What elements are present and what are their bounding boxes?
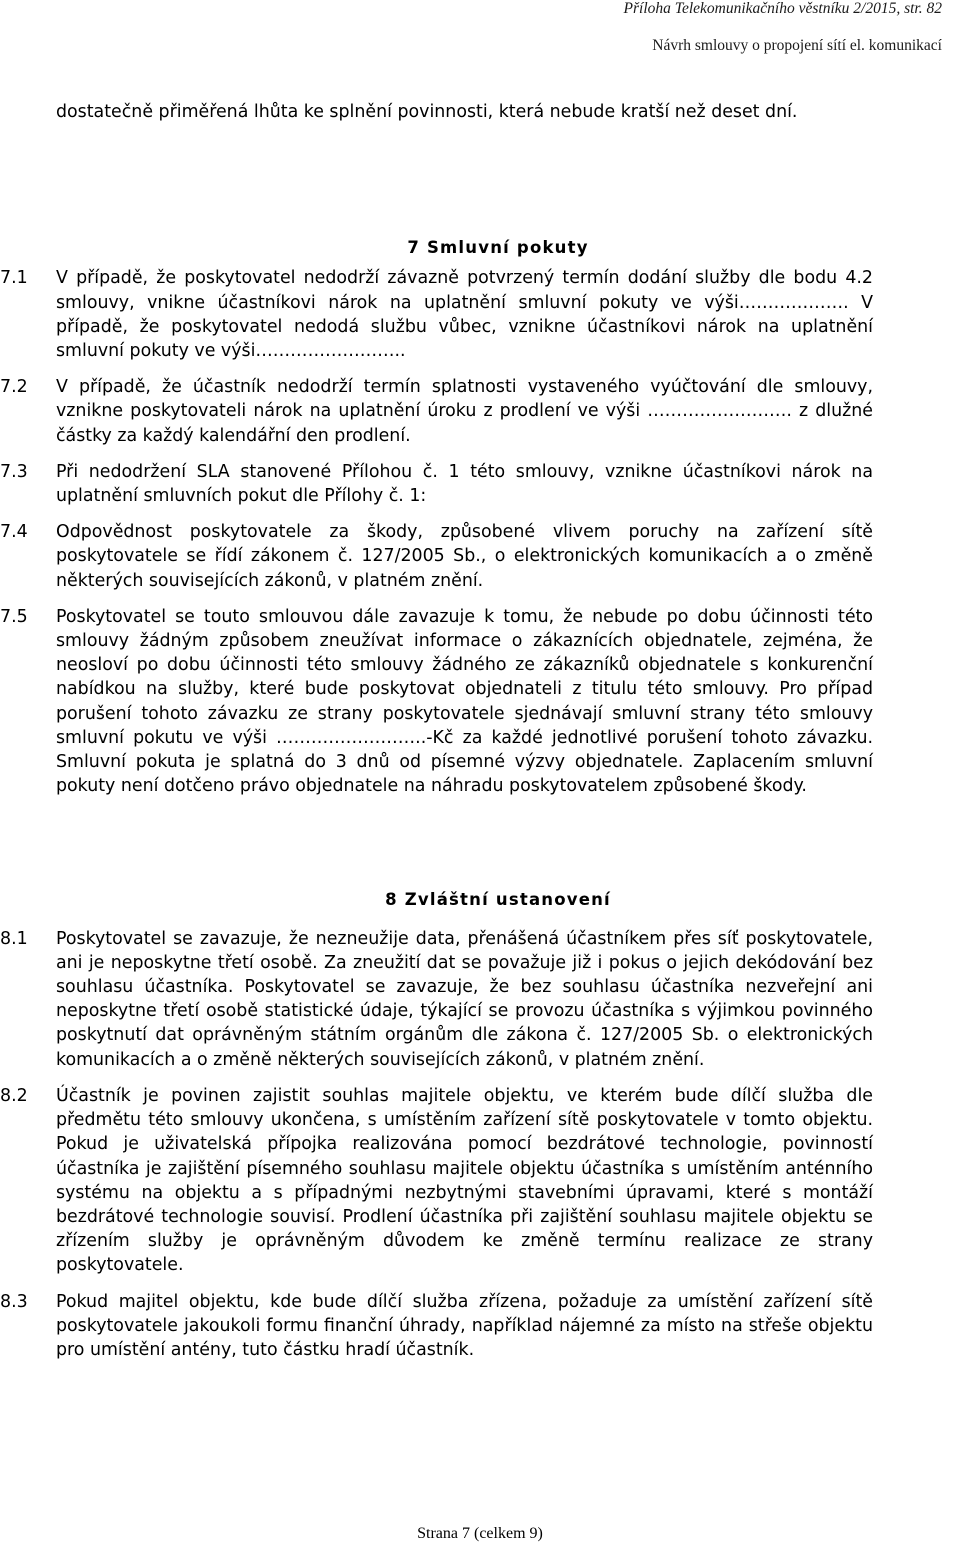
clause-number: 7.1 (0, 268, 28, 289)
clause-text: Při nedodržení SLA stanovené Přílohou č. 1 této smlouvy, vznikne účastníkovi nárok na uplatnění smluvních pokut dle Přílohy č. 1: (56, 461, 873, 507)
clause-text: Pokud majitel objektu, kde bude dílčí služba zřízena, požaduje za umístění zařízení sítě poskytovatele jakoukoli formu finanční úhrady, například nájemné za místo na střeše objektu pro umístění antény, tuto částku hradí účastník. (56, 1291, 873, 1360)
document-body (0, 100, 960, 1374)
clause-8-1 (0, 927, 960, 1072)
clause-text: Odpovědnost poskytovatele za škody, způsobené vlivem poruchy na zařízení sítě poskytovatele se řídí zákonem č. 127/2005 Sb., o elektronických komunikacích a o změně některých souvisejících zákonů, v platném znění. (56, 522, 873, 591)
section-8-heading: 8 Zvláštní ustanovení (385, 890, 611, 910)
clause-text: V případě, že poskytovatel nedodrží závazně potvrzený termín dodání služby dle bodu 4.2 smlouvy, vnikne účastníkovi nárok na uplatnění smluvní pokuty ve výši………………. V případě, že poskytovatel nedodá službu vůbec, vznikne účastníkovi nárok na uplatnění smluvní pokuty ve výši…………………….. (56, 268, 873, 362)
clause-7-3 (0, 460, 960, 508)
clause-7-1 (0, 266, 960, 363)
clause-number: 7.2 (0, 377, 28, 398)
journal-header: Příloha Telekomunikačního věstníku 2/2015, str. 82 (623, 0, 942, 17)
clause-8-2 (0, 1084, 960, 1278)
clause-text: Účastník je povinen zajistit souhlas majitele objektu, ve kterém bude dílčí služba dle předmětu této smlouvy ukončena, s umístěním zařízení sítě poskytovatele v tomto objektu. Pokud je uživatelská přípojka realizována pomocí bezdrátové technologie, povinností účastníka je zajištění písemného souhlasu majitele objektu účastníka s umístěním anténního systému na objektu a s případnými nezbytnými stavebními úpravami, které s montáží bezdrátové technologie souvisí. Prodlení účastníka při zajištění souhlasu majitele objektu se zřízením služby je oprávněným důvodem ke změně termínu realizace ze strany poskytovatele. (56, 1085, 873, 1276)
clause-text: Poskytovatel se zavazuje, že nezneužije data, přenášená účastníkem přes síť poskytovatele, ani je neposkytne třetí osobě. Za zneužití dat se považuje již i pokus o jejich dekódování bez souhlasu účastníka. Poskytovatel se zavazuje, že bez souhlasu účastníka nezveřejní ani neposkytne třetí osobě statistické údaje, týkající se provozu účastníka s výjimkou povinného poskytnutí dat oprávněným státním orgánům dle zákona č. 127/2005 Sb. o elektronických komunikacích a o změně některých souvisejících zákonů, v platném znění. (56, 928, 873, 1070)
clause-7-2 (0, 375, 960, 448)
clause-7-5 (0, 605, 960, 799)
page-footer: Strana 7 (celkem 9) (417, 1525, 543, 1542)
document-title-header: Návrh smlouvy o propojení sítí el. komunikací (652, 37, 942, 54)
intro-paragraph: dostatečně přiměřená lhůta ke splnění povinnosti, která nebude kratší než deset dní. (56, 102, 798, 122)
clause-number: 7.5 (0, 606, 28, 627)
clause-number: 8.3 (0, 1291, 28, 1312)
clause-text: V případě, že účastník nedodrží termín splatnosti vystaveného vyúčtování dle smlouvy, vznikne poskytovateli nárok na uplatnění úroku z prodlení ve výši ……………………. z dlužné částky za každý kalendářní den prodlení. (56, 377, 873, 446)
clause-number: 7.4 (0, 522, 28, 543)
clause-8-3 (0, 1290, 960, 1363)
clause-number: 8.2 (0, 1085, 28, 1106)
clause-number: 8.1 (0, 928, 28, 949)
clause-text: Poskytovatel se touto smlouvou dále zavazuje k tomu, že nebude po dobu účinnosti této smlouvy žádným způsobem zneužívat informace o zákaznících objednatele, zejména, že neosloví po dobu účinnosti této smlouvy žádného ze zákazníků objednatele s konkurenční nabídkou na služby, které bude poskytovat objednateli z titulu této smlouvy. Pro případ porušení tohoto závazku ze strany poskytovatele sjednávají smluvní strany této smlouvy smluvní pokutu ve výši ……………………..-Kč za každé jednotlivé porušení tohoto závazku. Smluvní pokuta je splatná do 3 dnů od písemné výzvy objednatele. Zaplacením smluvní pokuty není dotčeno právo objednatele na náhradu poskytovatelem způsobené škody. (56, 606, 873, 797)
clause-number: 7.3 (0, 461, 28, 482)
clause-7-4 (0, 520, 960, 593)
section-7-heading: 7 Smluvní pokuty (407, 238, 589, 258)
